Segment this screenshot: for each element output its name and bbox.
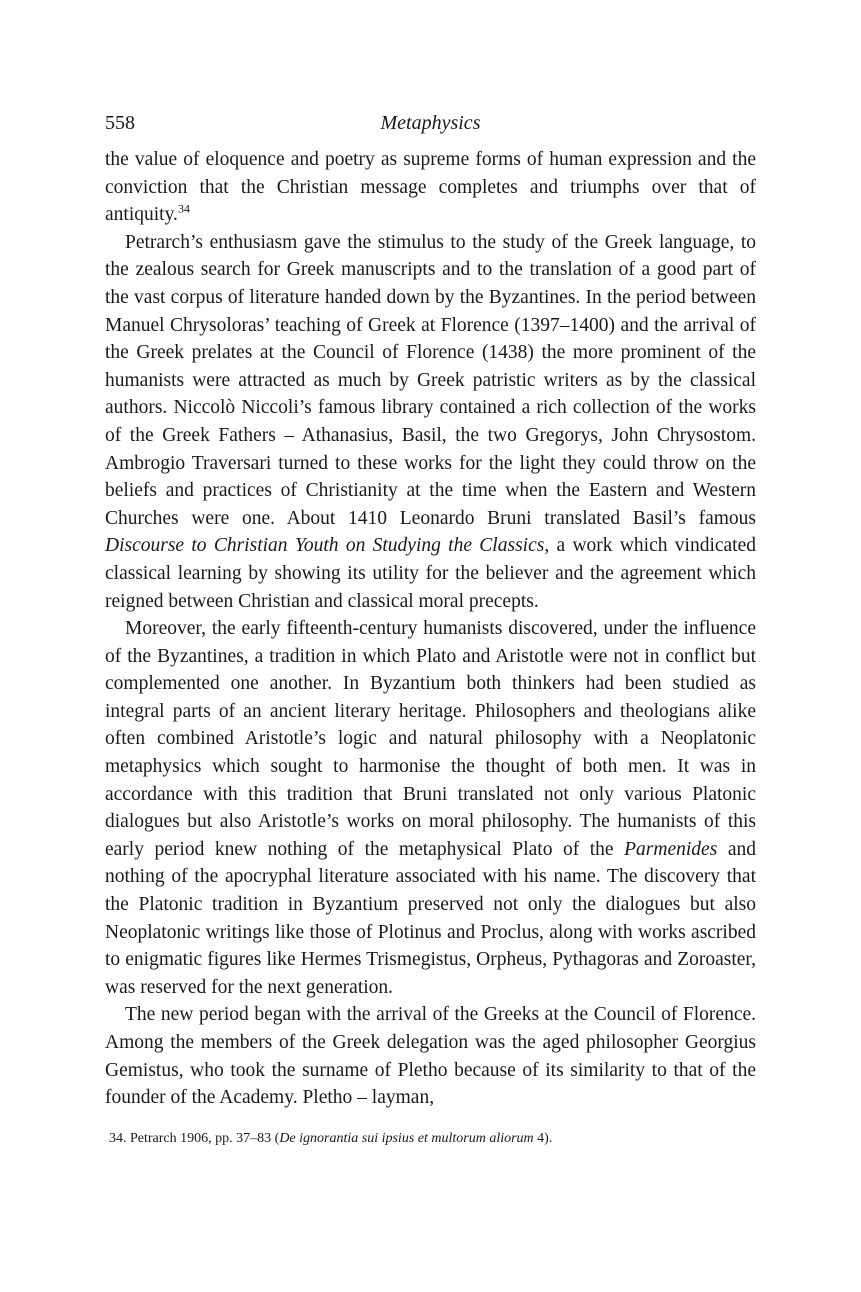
- paragraph: [105, 146, 756, 229]
- italic-title: Discourse to Christian Youth on Studying the Classics: [105, 535, 545, 557]
- paragraph: [105, 615, 756, 1001]
- text-run: The new period began with the arrival of the Greeks at the Council of Florence. Among the members of the Greek delegation was the aged philosopher Georgius Gemistus, who took the surname of Pletho because of its similarity to that of the founder of the Academy. Pletho – layman,: [105, 1004, 756, 1109]
- paragraph: [105, 229, 756, 615]
- text-run: , a work which vindicated classical learning by showing its utility for the believer and the agreement which reigned between Christian and classical moral precepts.: [105, 535, 757, 612]
- page-number: 558: [105, 112, 135, 134]
- italic-title: Parmenides: [624, 838, 718, 860]
- paragraph: [105, 1001, 756, 1111]
- body-text: [105, 146, 756, 1112]
- footnote: [105, 1130, 756, 1148]
- running-head: [105, 112, 756, 146]
- text-run: 4).: [533, 1130, 553, 1146]
- book-page: [105, 112, 756, 1148]
- text-run: the value of eloquence and poetry as supreme forms of human expression and the conviction that the Christian message completes and triumphs over that of antiquity.: [105, 149, 756, 226]
- text-run: Petrarch’s enthusiasm gave the stimulus to the study of the Greek language, to the zealous search for Greek manuscripts and to the translation of a good part of the vast corpus of literature handed down by the Byzantines. In the period between Manuel Chrysoloras’ teaching of Greek at Florence (1397–1400) and the arrival of the Greek prelates at the Council of Florence (1438) the more prominent of the humanists were attracted as much by Greek patristic writers as by the classical authors. Niccolò Niccoli’s famous library contained a rich collection of the works of the Greek Fathers – Athanasius, Basil, the two Gregorys, John Chrysostom. Ambrogio Traversari turned to these works for the light they could throw on the beliefs and practices of Christianity at the time when the Eastern and Western Churches were one. About 1410 Leonardo Bruni translated Basil’s famous: [105, 231, 756, 529]
- text-run: and nothing of the apocryphal literature associated with his name. The discovery that the Platonic tradition in Byzantium preserved not only the dialogues but also Neoplatonic writings like those of Plotinus and Proclus, along with works ascribed to enigmatic figures like Hermes Trismegistus, Orpheus, Pythagoras and Zoroaster, was reserved for the next generation.: [105, 838, 756, 998]
- footnote-marker: 34: [177, 201, 190, 216]
- text-run: Moreover, the early fifteenth-century humanists discovered, under the influence of the Byzantines, a tradition in which Plato and Aristotle were not in conflict but complemented one another. In Byzantium both thinkers had been studied as integral parts of an ancient literary heritage. Philosophers and theologians alike often combined Aristotle’s logic and natural philosophy with a Neoplatonic metaphysics which sought to harmonise the thought of both men. It was in accordance with this tradition that Bruni translated not only various Platonic dialogues but also Aristotle’s works on moral philosophy. The humanists of this early period knew nothing of the metaphysical Plato of the: [105, 618, 756, 860]
- italic-title: De ignorantia sui ipsius et multorum aliorum: [279, 1130, 534, 1146]
- running-title: Metaphysics: [380, 112, 481, 134]
- text-run: 34. Petrarch 1906, pp. 37–83 (: [109, 1130, 280, 1146]
- footnote-gap: [105, 1112, 756, 1130]
